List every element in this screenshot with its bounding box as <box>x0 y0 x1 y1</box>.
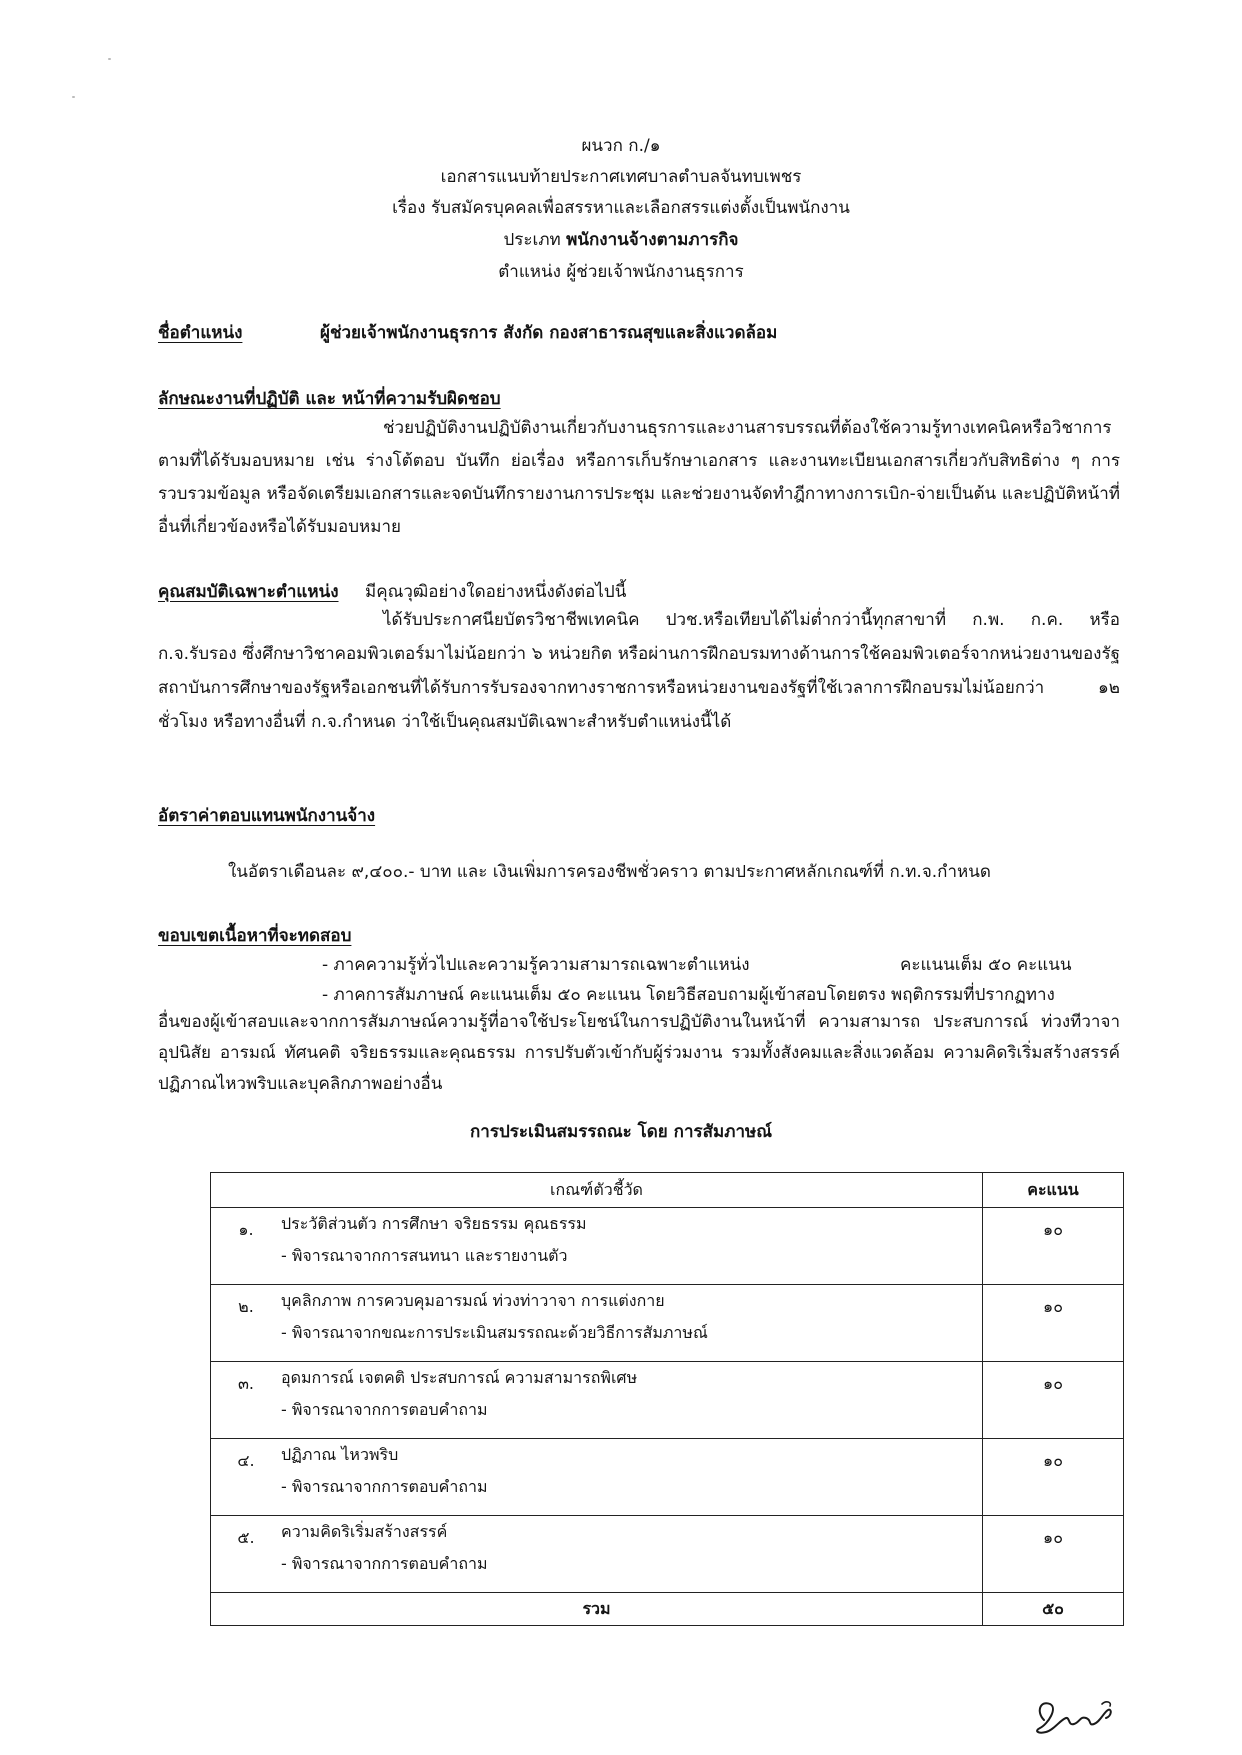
table-row <box>211 1208 1124 1285</box>
row-score: ๑๐ <box>983 1362 1124 1439</box>
assessment-title: การประเมินสมรรถณะ โดย การสัมภาษณ์ <box>470 1122 772 1142</box>
duties-body: ช่วยปฏิบัติงานปฏิบัติงานเกี่ยวกับงานธุรการและงานสารบรรณที่ต้องใช้ความรู้ทางเทคนิคหรือวิชาการตามที่ได้รับมอบหมาย เช่น ร่างโต้ตอบ บันทึก ย่อเรื่อง หรือการเก็บรักษาเอกสาร และงานทะเบียนเอกสารเกี่ยวกับสิทธิต่าง ๆ การรวบรวมข้อมูล หรือจัดเตรียมเอกสารและจดบันทึกรายงานการประชุม และช่วยงานจัดทำฎีกาทางการเบิก-จ่ายเป็นต้น และปฏิบัติหน้าที่อื่นที่เกี่ยวข้องหรือได้รับมอบหมาย <box>158 418 1120 537</box>
assessment-table <box>210 1172 1124 1626</box>
row-title: ปฏิภาณ ไหวพริบ <box>281 1445 399 1464</box>
duties-heading: ลักษณะงานที่ปฏิบัติ และ หน้าที่ความรับผิดชอบ <box>158 389 501 409</box>
qualifications-heading: คุณสมบัติเฉพาะตำแหน่ง <box>158 582 339 602</box>
table-total-row <box>211 1593 1124 1626</box>
row-title: อุดมการณ์ เจตคติ ประสบการณ์ ความสามารถพิเศษ <box>281 1368 638 1387</box>
row-criteria <box>281 1208 983 1285</box>
scan-speck <box>108 58 111 60</box>
qualifications-intro: มีคุณวุฒิอย่างใดอย่างหนึ่งดังต่อไปนี้ <box>365 582 627 602</box>
row-subtitle: - พิจารณาจากการตอบคำถาม <box>281 1554 488 1573</box>
position-heading: ชื่อตำแหน่ง <box>158 323 243 343</box>
header-line-2: เรื่อง รับสมัครบุคคลเพื่อสรรหาและเลือกสรรแต่งตั้งเป็นพนักงาน <box>392 198 850 218</box>
total-score: ๕๐ <box>983 1593 1124 1626</box>
table-row <box>211 1516 1124 1593</box>
criteria-column-header: เกณฑ์ตัวชี้วัด <box>211 1173 983 1208</box>
row-number: ๒. <box>211 1285 282 1362</box>
position-text: ผู้ช่วยเจ้าพนักงานธุรการ สังกัด กองสาธารณสุขและสิ่งแวดล้อม <box>320 323 778 343</box>
table-row <box>211 1285 1124 1362</box>
scope-item-1: - ภาคความรู้ทั่วไปและความรู้ความสามารถเฉพาะตำแหน่ง <box>322 955 750 975</box>
row-criteria <box>281 1439 983 1516</box>
row-subtitle: - พิจารณาจากการสนทนา และรายงานตัว <box>281 1246 568 1265</box>
row-number: ๔. <box>211 1439 282 1516</box>
scope-item-2-first-line: - ภาคการสัมภาษณ์ คะแนนเต็ม ๕๐ คะแนน โดยวิธีสอบถามผู้เข้าสอบโดยตรง พฤติกรรมที่ปรากฏทาง <box>322 985 1055 1005</box>
score-column-header: คะแนน <box>983 1173 1124 1208</box>
salary-text: ในอัตราเดือนละ ๙,๔๐๐.- บาท และ เงินเพิ่มการครองชีพชั่วคราว ตามประกาศหลักเกณฑ์ที่ ก.ท.จ.กำหนด <box>228 862 991 882</box>
header-line-3-bold: พนักงานจ้างตามภารกิจ <box>566 230 739 250</box>
row-subtitle: - พิจารณาจากการตอบคำถาม <box>281 1400 488 1419</box>
scope-heading: ขอบเขตเนื้อหาที่จะทดสอบ <box>158 926 352 946</box>
table-row <box>211 1362 1124 1439</box>
salary-heading: อัตราค่าตอบแทนพนักงานจ้าง <box>158 806 376 826</box>
row-score: ๑๐ <box>983 1516 1124 1593</box>
row-number: ๑. <box>211 1208 282 1285</box>
row-criteria <box>281 1516 983 1593</box>
row-title: ความคิดริเริ่มสร้างสรรค์ <box>281 1522 448 1541</box>
header-line-1: เอกสารแนบท้ายประกาศเทศบาลตำบลจันทบเพชร <box>440 167 802 187</box>
scan-speck <box>72 96 75 98</box>
total-label: รวม <box>211 1593 983 1626</box>
header-line-4: ตำแหน่ง ผู้ช่วยเจ้าพนักงานธุรการ <box>498 262 744 282</box>
header-line-3-prefix: ประเภท <box>503 230 567 250</box>
row-criteria <box>281 1285 983 1362</box>
scope-item-2-rest: อื่นของผู้เข้าสอบและจากการสัมภาษณ์ความรู้ที่อาจใช้ประโยชน์ในการปฏิบัติงานในหน้าที่ ความสามารถ ประสบการณ์ ท่วงทีวาจา อุปนิสัย อารมณ์ ทัศนคติ จริยธรรมและคุณธรรม การปรับตัวเข้ากับผู้ร่วมงาน รวมทั้งสังคมและสิ่งแวดล้อม ความคิดริเริ่มสร้างสรรค์ ปฏิภาณไหวพริบและบุคลิกภาพอย่างอื่น <box>158 1012 1120 1094</box>
row-score: ๑๐ <box>983 1285 1124 1362</box>
row-subtitle: - พิจารณาจากขณะการประเมินสมรรถณะด้วยวิธีการสัมภาษณ์ <box>281 1323 708 1342</box>
row-number: ๕. <box>211 1516 282 1593</box>
row-criteria <box>281 1362 983 1439</box>
header-line-3 <box>0 226 1242 253</box>
row-number: ๓. <box>211 1362 282 1439</box>
row-score: ๑๐ <box>983 1208 1124 1285</box>
row-title: บุคลิกภาพ การควบคุมอารมณ์ ท่วงท่าวาจา การแต่งกาย <box>281 1291 665 1310</box>
handwritten-signature <box>1030 1690 1120 1738</box>
scope-item-1-score: คะแนนเต็ม ๕๐ คะแนน <box>900 955 1072 975</box>
row-title: ประวัติส่วนตัว การศึกษา จริยธรรม คุณธรรม <box>281 1214 587 1233</box>
row-score: ๑๐ <box>983 1439 1124 1516</box>
table-header-row <box>211 1173 1124 1208</box>
qualifications-body: ได้รับประกาศนียบัตรวิชาชีพเทคนิค ปวช.หรือเทียบได้ไม่ต่ำกว่านี้ทุกสาขาที่ ก.พ. ก.ค. หรือ ก.จ.รับรอง ซึ่งศึกษาวิชาคอมพิวเตอร์มาไม่น้อยกว่า ๖ หน่วยกิต หรือผ่านการฝึกอบรมทางด้านการใช้คอมพิวเตอร์จากหน่วยงานของรัฐ สถาบันการศึกษาของรัฐหรือเอกชนที่ได้รับการรับรองจากทางราชการหรือหน่วยงานของรัฐที่ใช้เวลาการฝึกอบรมไม่น้อยกว่า ๑๒ ชั่วโมง หรือทางอื่นที่ ก.จ.กำหนด ว่าใช้เป็นคุณสมบัติเฉพาะสำหรับตำแหน่งนี้ได้ <box>158 610 1120 732</box>
annex-label: ผนวก ก./๑ <box>581 136 661 156</box>
row-subtitle: - พิจารณาจากการตอบคำถาม <box>281 1477 488 1496</box>
table-row <box>211 1439 1124 1516</box>
